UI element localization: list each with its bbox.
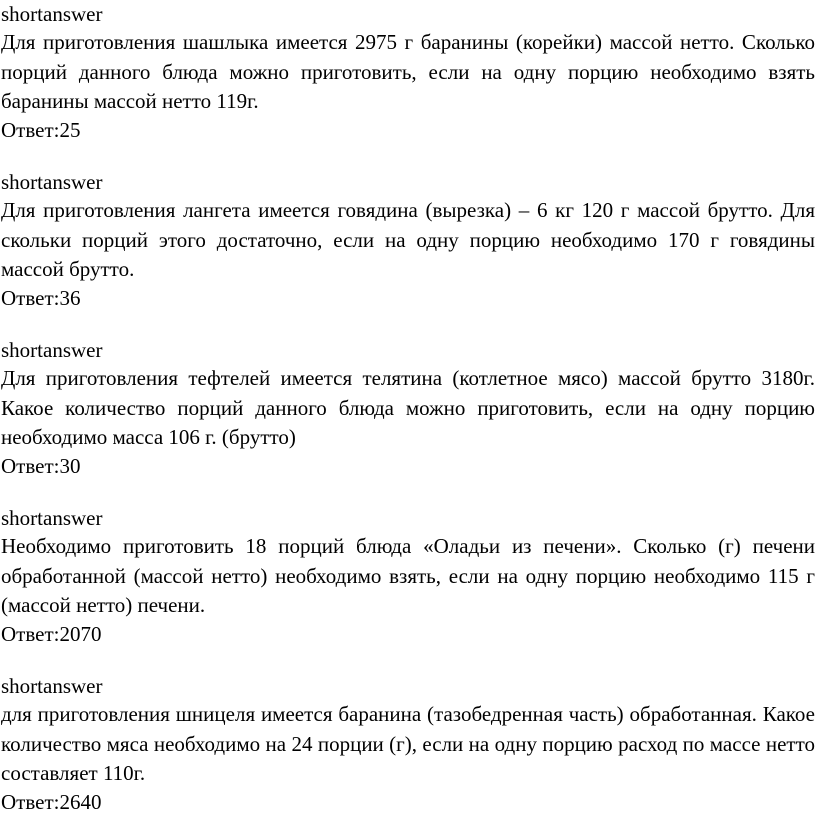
question-type-label: shortanswer — [1, 2, 103, 26]
question-1 — [1, 0, 816, 168]
question-text: для приготовления шницеля имеется баранина (тазобедренная часть) обработанная. Какое количество мяса необходимо на 24 порции (г), если на одну порцию расход по массе нетто составляет 110г. — [1, 702, 815, 785]
question-3 — [1, 336, 816, 504]
question-2 — [1, 168, 816, 336]
question-answer: Ответ:2640 — [1, 789, 102, 814]
question-type-label: shortanswer — [1, 170, 103, 194]
question-text: Необходимо приготовить 18 порций блюда «Оладьи из печени». Сколько (г) печени обработанной (массой нетто) необходимо взять, если на одну порцию необходимо 115 г (массой нетто) печени. — [1, 534, 815, 617]
question-4 — [1, 504, 816, 672]
question-text: Для приготовления тефтелей имеется телятина (котлетное мясо) массой брутто 3180г. Какое количество порций данного блюда можно приготовить, если на одну порцию необходимо масса 106 г. (брутто) — [1, 366, 815, 449]
question-type-label: shortanswer — [1, 674, 103, 698]
question-answer: Ответ:2070 — [1, 621, 102, 646]
question-type-label: shortanswer — [1, 506, 103, 530]
question-text: Для приготовления шашлыка имеется 2975 г баранины (корейки) массой нетто. Сколько порций данного блюда можно приготовить, если на одну порцию необходимо взять баранины массой нетто 119г. — [1, 30, 815, 113]
question-text: Для приготовления лангета имеется говядина (вырезка) – 6 кг 120 г массой брутто. Для скольки порций этого достаточно, если на одну порцию необходимо 170 г говядины массой брутто. — [1, 198, 815, 281]
question-answer: Ответ:30 — [1, 453, 81, 478]
question-answer: Ответ:25 — [1, 117, 81, 142]
question-5 — [1, 672, 816, 840]
question-type-label: shortanswer — [1, 338, 103, 362]
question-answer: Ответ:36 — [1, 285, 81, 310]
